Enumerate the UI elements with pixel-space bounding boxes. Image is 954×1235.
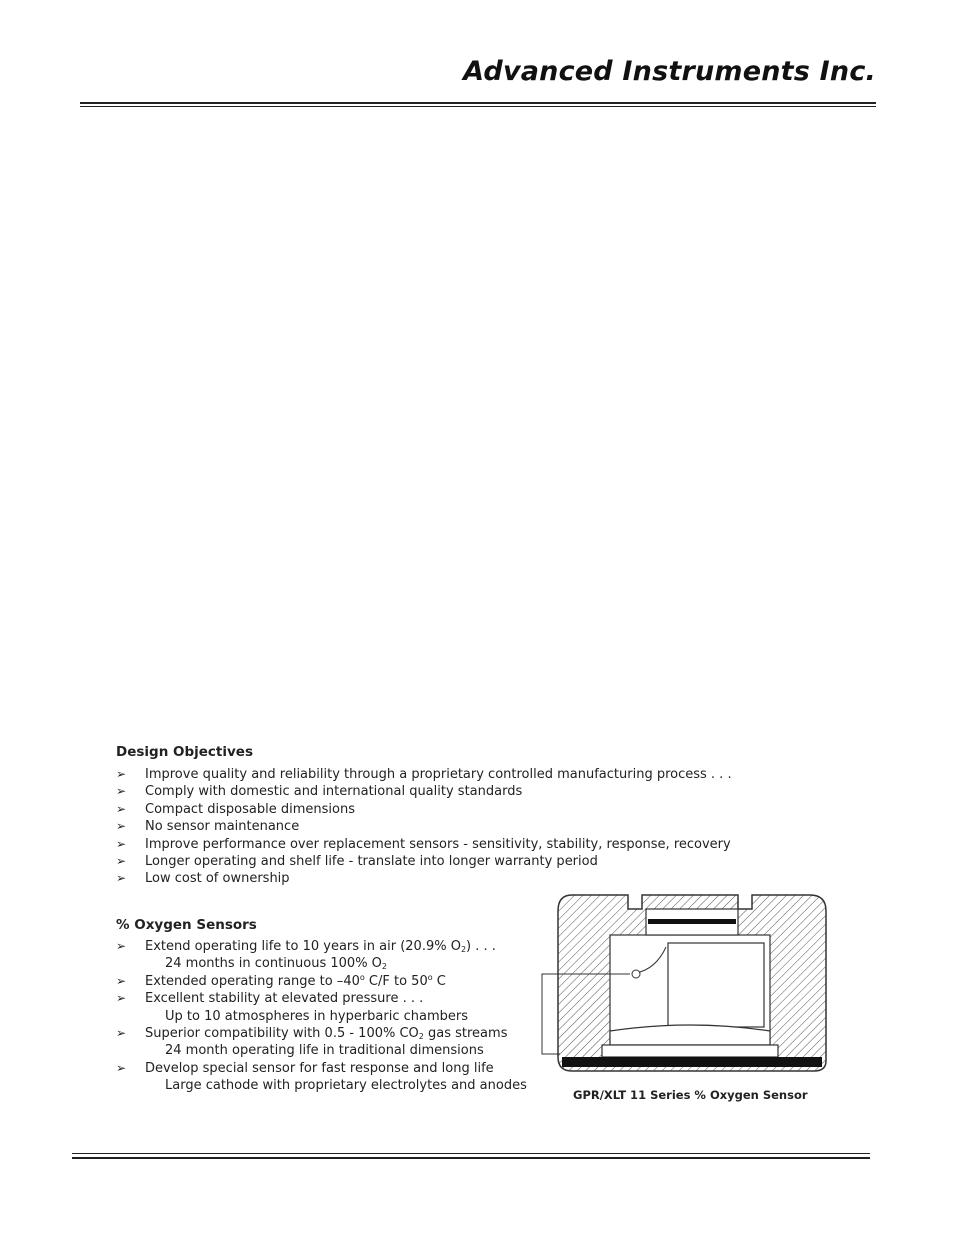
header-rule-top: [80, 102, 876, 104]
oxygen-sensor-diagram: [538, 889, 838, 1077]
sensor-contact: [632, 970, 640, 978]
company-brand: Advanced Instruments Inc.: [463, 56, 876, 87]
list-item-detail: Large cathode with proprietary electrolytes and anodes: [165, 1078, 527, 1094]
arrow-bullet-icon: ➢: [116, 784, 127, 799]
design-objectives-list: [116, 766, 732, 888]
list-item: ➢ Improve performance over replacement sensors - sensitivity, stability, response, recovery: [116, 836, 731, 852]
footer-rule-bottom: [72, 1157, 870, 1159]
arrow-bullet-icon: ➢: [116, 836, 127, 851]
sensor-electrode-block: [668, 943, 764, 1027]
list-item-detail: 24 month operating life in traditional dimensions: [165, 1043, 484, 1059]
figure-caption: GPR/XLT 11 Series % Oxygen Sensor: [573, 1088, 808, 1102]
design-objectives-title: Design Objectives: [116, 744, 253, 760]
header-rule-bottom: [80, 106, 876, 107]
list-item: ➢ Longer operating and shelf life - translate into longer warranty period: [116, 854, 598, 870]
arrow-bullet-icon: ➢: [116, 939, 127, 953]
arrow-bullet-icon: ➢: [116, 854, 127, 869]
list-item: ➢ No sensor maintenance: [116, 819, 300, 835]
list-item: ➢ Extend operating life to 10 years in air (20.9% $O_2$) . . . 24 months in continuous 100% $O_2$: [116, 938, 527, 973]
footer-rule-top: [72, 1153, 870, 1154]
list-item: ➢ Compact disposable dimensions: [116, 801, 355, 817]
sensor-base-plate: [602, 1045, 778, 1057]
oxygen-sensors-title: % Oxygen Sensors: [116, 917, 257, 933]
sensor-membrane: [648, 919, 736, 924]
arrow-bullet-icon: ➢: [116, 991, 127, 1006]
list-item: ➢ Improve quality and reliability through a proprietary controlled manufacturing process . . .: [116, 767, 732, 782]
list-item-detail: 24 months in continuous 100% $O_2$: [165, 956, 388, 972]
sensor-bottom-contact: [562, 1057, 822, 1067]
arrow-bullet-icon: ➢: [116, 819, 127, 834]
list-item: ➢ Superior compatibility with 0.5 - 100% $CO_2$ gas streams 24 month operating life in traditional dimensions: [116, 1025, 527, 1060]
list-item: ➢ Extended operating range to –40$^o$ C/F to 50$^o$ C: [116, 972, 446, 989]
arrow-bullet-icon: ➢: [116, 871, 127, 886]
sensor-base-dome: [610, 1025, 770, 1045]
list-item: ➢ Low cost of ownership: [116, 871, 290, 887]
list-item: ➢ Excellent stability at elevated pressure . . . Up to 10 atmospheres in hyperbaric chambers: [116, 990, 527, 1025]
arrow-bullet-icon: ➢: [116, 1060, 127, 1075]
oxygen-sensors-list: [116, 938, 527, 1095]
arrow-bullet-icon: ➢: [116, 973, 127, 988]
arrow-bullet-icon: ➢: [116, 1026, 127, 1041]
list-item-detail: Up to 10 atmospheres in hyperbaric chambers: [165, 1008, 469, 1024]
arrow-bullet-icon: ➢: [116, 767, 127, 781]
list-item: ➢ Develop special sensor for fast response and long life Large cathode with proprietary electrolytes and anodes: [116, 1060, 527, 1094]
arrow-bullet-icon: ➢: [116, 801, 127, 816]
list-item: ➢ Comply with domestic and international quality standards: [116, 784, 523, 800]
